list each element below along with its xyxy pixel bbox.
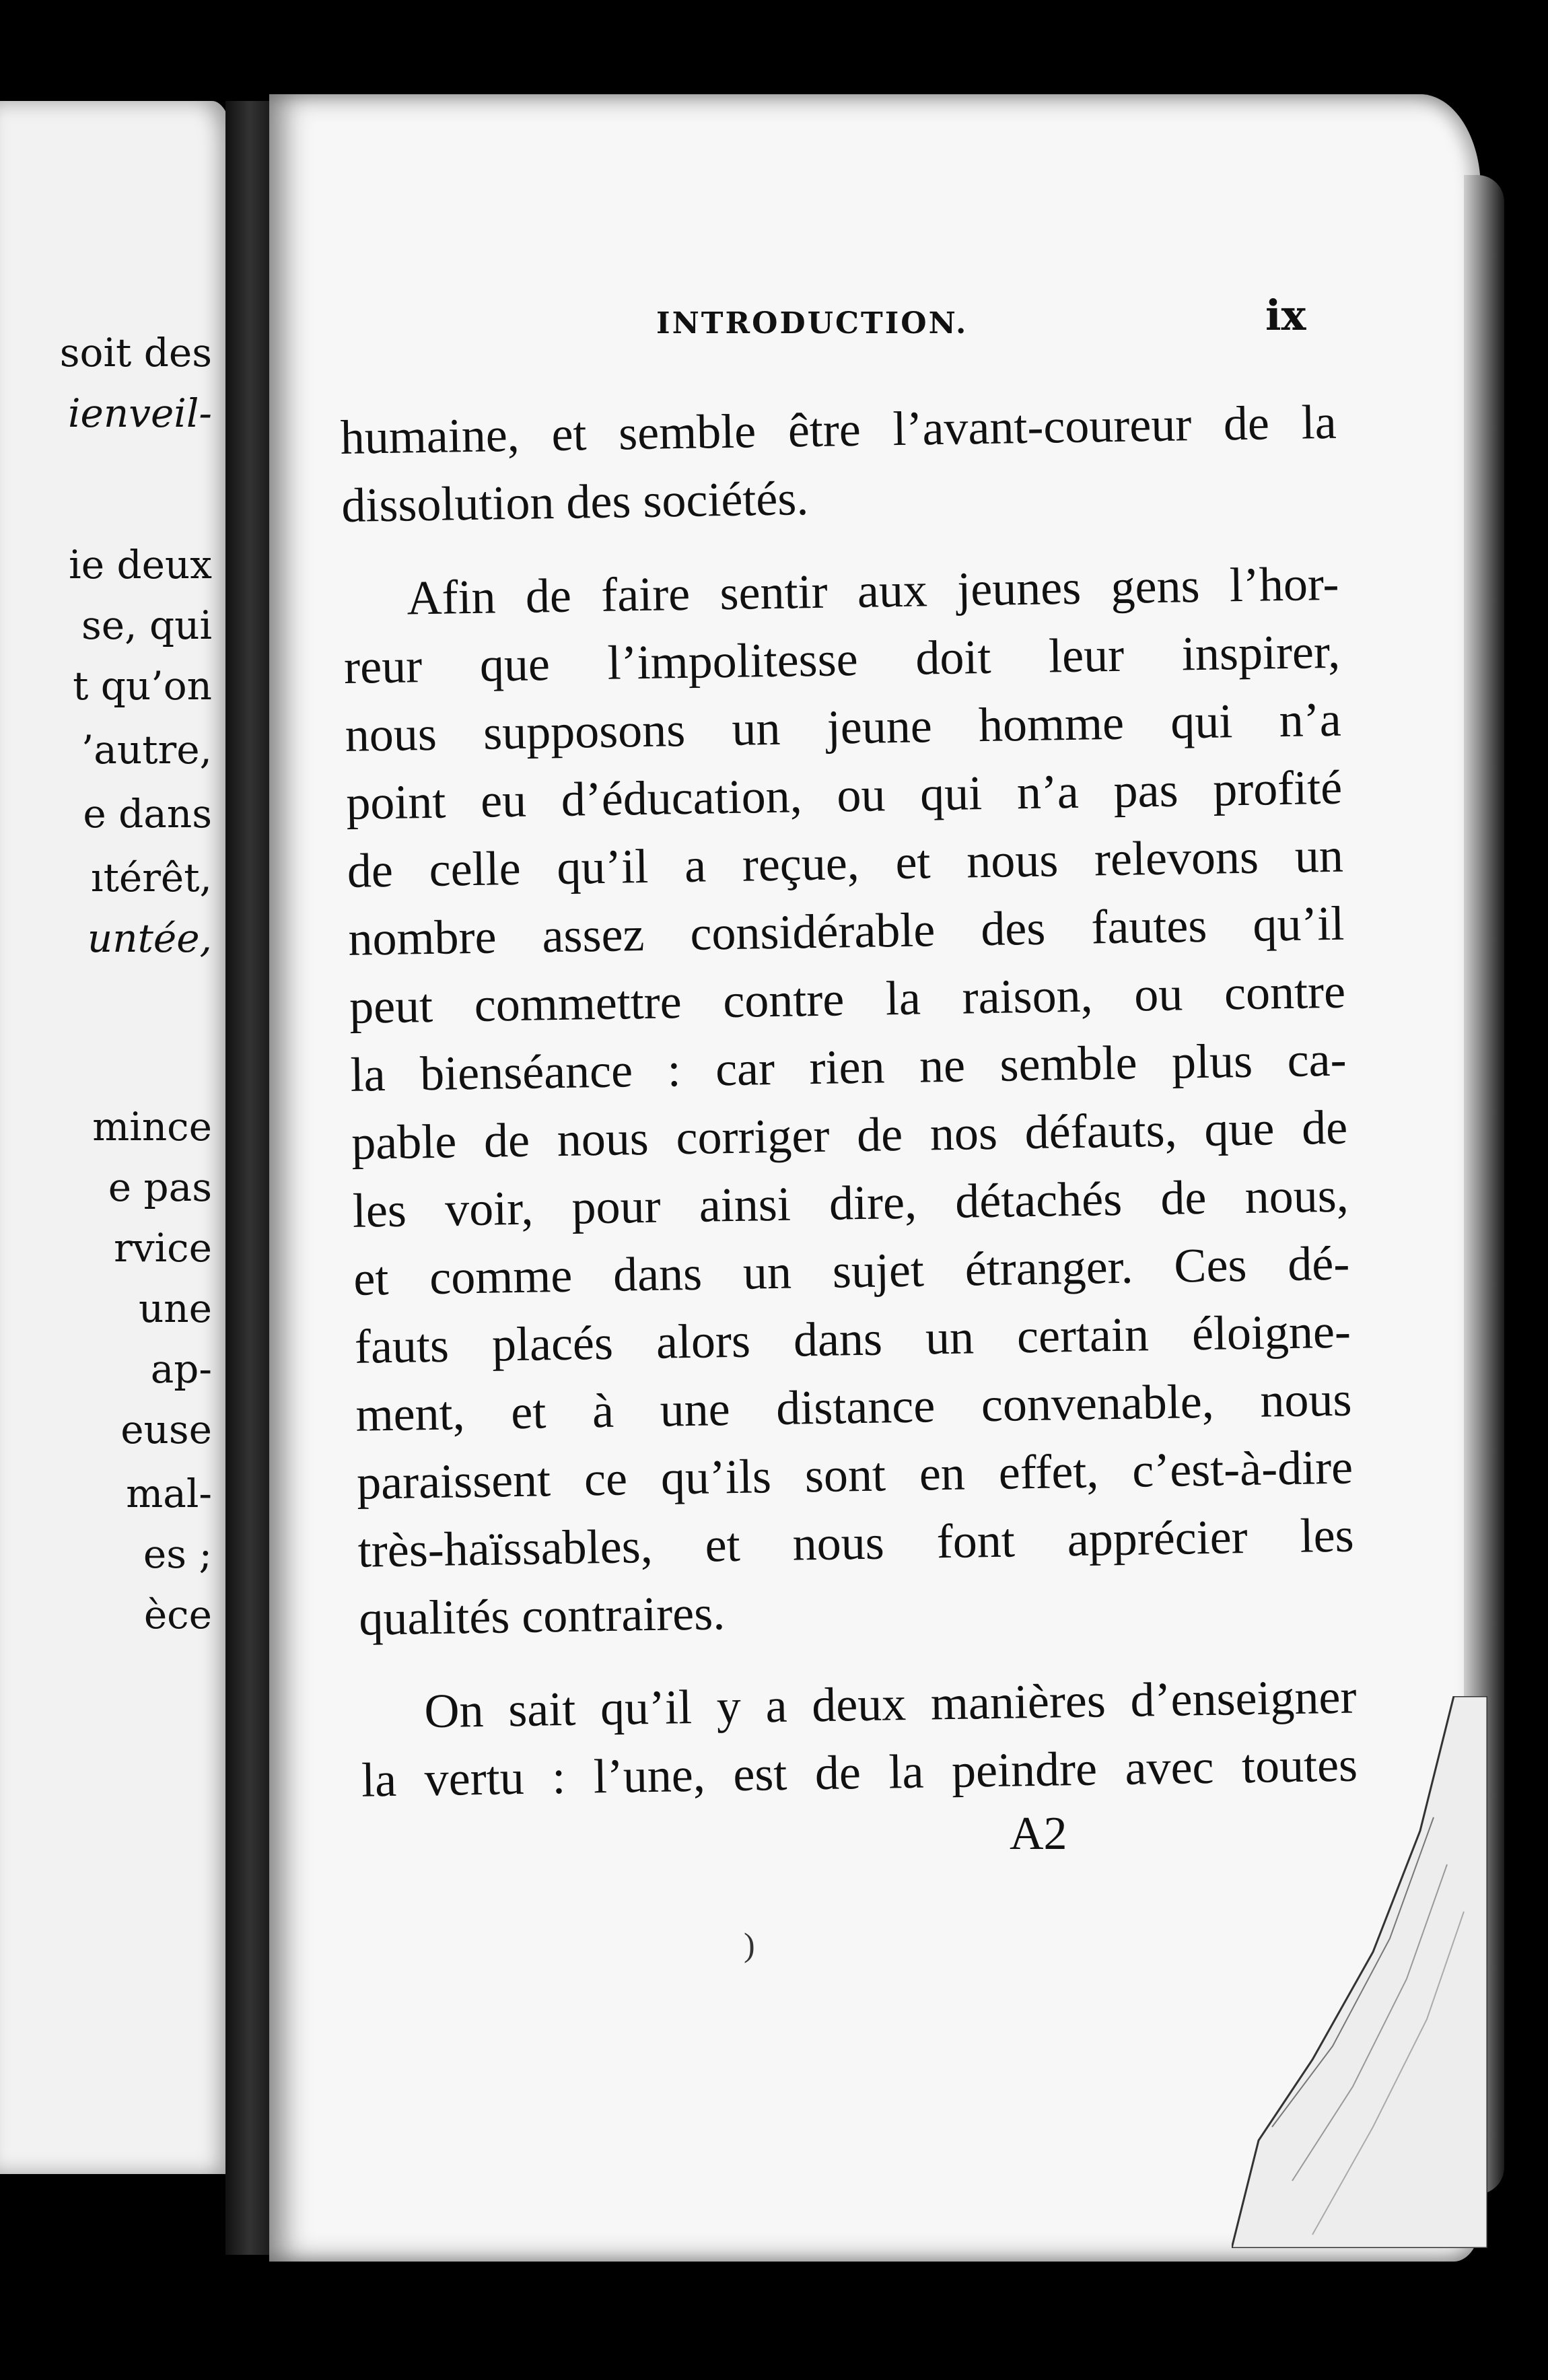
text-line: très-haïssables, et nous font apprécier les (357, 1508, 1355, 1578)
left-page-fragment: soit des (59, 330, 212, 376)
text-line: paraissent ce qu’ils sont en effet, c’est-à-dire (356, 1440, 1353, 1510)
text-line: point eu d’éducation, ou qui n’a pas profité (345, 760, 1343, 830)
left-page-fragment: e dans (83, 791, 212, 837)
left-page-fragment: t qu’on (73, 663, 212, 709)
left-page-fragment: e pas (108, 1164, 212, 1210)
left-page-fragment: mal- (126, 1471, 212, 1516)
text-line: Afin de faire sentir aux jeunes gens l’hor- (406, 556, 1340, 625)
text-line: ment, et à une distance convenable, nous (355, 1372, 1353, 1442)
page-number: ix (1265, 291, 1306, 340)
torn-page-corner (1232, 1696, 1487, 2248)
text-line: et comme dans un sujet étranger. Ces dé- (353, 1236, 1350, 1306)
left-page-fragment: es ; (143, 1531, 212, 1577)
text-line: fauts placés alors dans un certain éloigne- (354, 1304, 1351, 1374)
left-page-fragment: èce (143, 1592, 212, 1638)
stray-ink-mark: ) (744, 1926, 755, 1963)
left-page-fragment: ’autre, (81, 727, 212, 773)
text-line: la vertu : l’une, est de la peindre avec toutes (361, 1737, 1358, 1807)
text-line: humaine, et semble être l’avant-coureur de la (340, 394, 1337, 464)
running-head: INTRODUCTION. (656, 306, 969, 341)
text-line: peut commettre contre la raison, ou contre (349, 964, 1346, 1034)
left-page-fragment: une (138, 1286, 212, 1331)
text-line: On sait qu’il y a deux manières d’enseigner (423, 1669, 1357, 1739)
text-line: qualités contraires. (358, 1586, 726, 1646)
text-line: la bienséance : car rien ne semble plus ca- (350, 1032, 1347, 1102)
left-page-fragment: ienveil- (67, 390, 212, 436)
left-page-fragment: ıtérêt, (91, 855, 212, 901)
signature-mark: A2 (1010, 1808, 1067, 1860)
text-line: pable de nous corriger de nos défauts, que de (351, 1100, 1348, 1170)
left-page (0, 101, 232, 2174)
left-page-fragment: ie deux (69, 542, 212, 588)
body-text (340, 388, 1358, 1815)
text-line: nombre assez considérable des fautes qu’il (347, 896, 1345, 966)
left-page-fragment: mince (92, 1104, 212, 1150)
left-page-fragment: rvice (114, 1225, 212, 1271)
text-line: nous supposons un jeune homme qui n’a (345, 692, 1342, 762)
text-line: reur que l’impolitesse doit leur inspirer, (343, 624, 1341, 694)
text-line: dissolution des sociétés. (341, 471, 809, 532)
left-page-fragment: euse (120, 1407, 212, 1452)
left-page-fragment: ap- (150, 1346, 212, 1392)
left-page-fragment: se, qui (81, 602, 212, 648)
text-line: les voir, pour ainsi dire, détachés de nous, (352, 1168, 1349, 1238)
text-line: de celle qu’il a reçue, et nous relevons un (347, 828, 1344, 898)
left-page-fragment: untée, (87, 915, 212, 961)
